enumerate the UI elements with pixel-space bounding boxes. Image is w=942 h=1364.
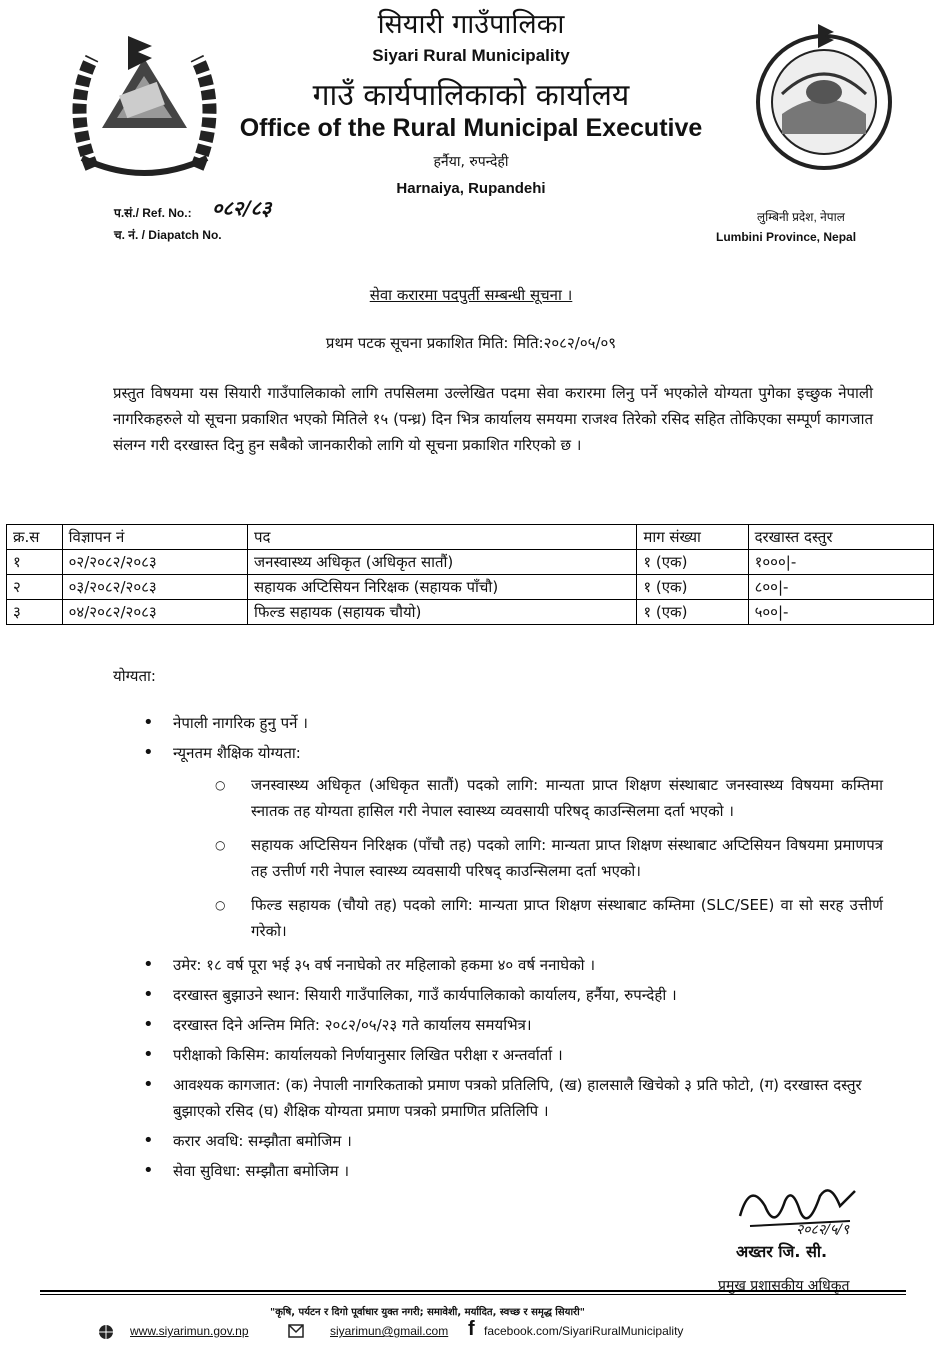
province-en: Lumbini Province, Nepal <box>716 230 857 244</box>
table-cell: १ (एक) <box>637 575 748 600</box>
email-icon <box>288 1324 304 1338</box>
facebook-icon: f <box>468 1318 475 1340</box>
list-item: • न्यूनतम शैक्षिक योग्यता: ○ जनस्वास्थ्य अधिकृत (अधिकृत सातौं) पदको लागि: मान्यता प्राप्त शिक्षण संस्थाबाट जनस्वास्थ्य विषयमा कम्तिमा स्नातक तह योग्यता हासिल गरी नेपाल स्वास्थ्य व्यवसायी परिषद् काउन्सिलमा दर्ता भएको । ○ सहायक अप्टिसियन निरिक्षक (पाँचौ तह) पदको लागि: मान्यता प्राप्त शिक्षण संस्थाबाट अप्टिसियन विषयमा प्रमाणपत्र तह उत्तीर्ण गरी नेपाल स्वास्थ्य व्यवसायी परिषद् काउन्सिलमा दर्ता भएको। ○ फिल्ड सहायक (चौयो तह) पदको लागि: मान्यता प्राप्त शिक्षण संस्थाबाट कम्तिमा (SLC/SEE) वा सो सरह उत्तीर्ण गरेको। <box>143 740 883 944</box>
education-sublist <box>215 772 883 944</box>
publication-date: प्रथम पटक सूचना प्रकाशित मिति: मिति:२०८२/०५/०९ <box>325 334 617 352</box>
footer-divider <box>40 1290 906 1292</box>
list-item: • नेपाली नागरिक हुनु पर्ने । <box>143 710 883 736</box>
office-name-en: Siyari Rural Municipality <box>372 46 570 65</box>
ref-value: ०८२/८३ <box>212 196 272 220</box>
table-cell: १०००|- <box>748 550 933 575</box>
list-item: • दरखास्त बुझाउने स्थान: सियारी गाउँपालिका, गाउँ कार्यपालिकाको कार्यालय, हर्नैया, रुपन्देही । <box>143 982 883 1008</box>
table-cell: १ <box>7 550 63 575</box>
table-cell: ०२/२०८२/२०८३ <box>62 550 247 575</box>
website-link[interactable]: www.siyarimun.gov.np <box>130 1324 249 1338</box>
header-cell: विज्ञापन नं <box>62 525 247 550</box>
list-item: • दरखास्त दिने अन्तिम मिति: २०८२/०५/२३ गते कार्यालय समयभित्र। <box>143 1012 883 1038</box>
notice-title: सेवा करारमा पदपुर्ती सम्बन्धी सूचना । <box>369 286 573 304</box>
qualifications-list <box>143 710 883 1188</box>
province-np: लुम्बिनी प्रदेश, नेपाल <box>757 210 845 224</box>
office-name-np: सियारी गाउँपालिका <box>377 9 565 40</box>
sub-list-item: ○ जनस्वास्थ्य अधिकृत (अधिकृत सातौं) पदको लागि: मान्यता प्राप्त शिक्षण संस्थाबाट जनस्वास्थ्य विषयमा कम्तिमा स्नातक तह योग्यता हासिल गरी नेपाल स्वास्थ्य व्यवसायी परिषद् काउन्सिलमा दर्ता भएको । <box>215 772 883 824</box>
footer-divider <box>40 1294 906 1295</box>
table-cell: १ (एक) <box>637 600 748 625</box>
address-np: हर्नैया, रुपन्देही <box>433 154 509 170</box>
list-item: • करार अवधि: सम्झौता बमोजिम । <box>143 1128 883 1154</box>
table-cell: ५००|- <box>748 600 933 625</box>
table-cell: २ <box>7 575 63 600</box>
facebook-link[interactable]: facebook.com/SiyariRuralMunicipality <box>484 1324 684 1338</box>
list-item: • आवश्यक कागजात: (क) नेपाली नागरिकताको प्रमाण पत्रको प्रतिलिपि, (ख) हालसालै खिचेको ३ प्रति फोटो, (ग) दरखास्त दस्तुर बुझाएको रसिद (घ) शैक्षिक योग्यता प्रमाण पत्रको प्रमाणित प्रतिलिपि । <box>143 1072 883 1124</box>
globe-icon <box>98 1324 114 1340</box>
dispatch-label: च. नं. / Diapatch No. <box>114 228 222 242</box>
vacancy-table <box>6 524 934 625</box>
list-item: • उमेर: १८ वर्ष पूरा भई ३५ वर्ष ननाघेको तर महिलाको हकमा ४० वर्ष ननाघेको । <box>143 952 883 978</box>
sub-list-item: ○ सहायक अप्टिसियन निरिक्षक (पाँचौ तह) पदको लागि: मान्यता प्राप्त शिक्षण संस्थाबाट अप्टिसियन विषयमा प्रमाणपत्र तह उत्तीर्ण गरी नेपाल स्वास्थ्य व्यवसायी परिषद् काउन्सिलमा दर्ता भएको। <box>215 832 883 884</box>
table-cell: फिल्ड सहायक (सहायक चौयो) <box>248 600 637 625</box>
header-cell: दरखास्त दस्तुर <box>748 525 933 550</box>
email-link[interactable]: siyarimun@gmail.com <box>330 1324 449 1338</box>
table-row <box>7 600 934 625</box>
sub-list-item: ○ फिल्ड सहायक (चौयो तह) पदको लागि: मान्यता प्राप्त शिक्षण संस्थाबाट कम्तिमा (SLC/SEE) वा सो सरह उत्तीर्ण गरेको। <box>215 892 883 944</box>
table-row <box>7 575 934 600</box>
table-cell: ८००|- <box>748 575 933 600</box>
executive-office-np: गाउँ कार्यपालिकाको कार्यालय <box>312 78 630 113</box>
table-row <box>7 550 934 575</box>
signature-date: २०८२/५/९ <box>796 1222 850 1238</box>
table-cell: ०३/२०८२/२०८३ <box>62 575 247 600</box>
qualifications-heading: योग्यता: <box>113 667 156 685</box>
footer-slogan: "कृषि, पर्यटन र दिगो पूर्वाधार युक्त नगरी; समावेशी, मर्यादित, स्वच्छ र समृद्ध सियारी" <box>270 1307 585 1318</box>
signatory-title: प्रमुख प्रशासकीय अधिकृत <box>718 1278 850 1294</box>
header-cell: क्र.स <box>7 525 63 550</box>
table-cell: ०४/२०८२/२०८३ <box>62 600 247 625</box>
header-cell: माग संख्या <box>637 525 748 550</box>
signatory-name: अख्तर जि. सी. <box>736 1242 828 1261</box>
list-item: • सेवा सुविधा: सम्झौता बमोजिम । <box>143 1158 883 1184</box>
table-cell: सहायक अप्टिसियन निरिक्षक (सहायक पाँचौ) <box>248 575 637 600</box>
ref-label: प.सं./ Ref. No.: <box>114 206 192 220</box>
executive-office-en: Office of the Rural Municipal Executive <box>239 114 703 142</box>
list-item: • परीक्षाको किसिम: कार्यालयको निर्णयानुसार लिखित परीक्षा र अन्तर्वार्ता । <box>143 1042 883 1068</box>
notice-intro: प्रस्तुत विषयमा यस सियारी गाउँपालिकाको लागि तपसिलमा उल्लेखित पदमा सेवा करारमा लिनु पर्ने भएकोले योग्यता पुगेका इच्छुक नेपाली नागरिकहरुले यो सूचना प्रकाशित भएको मितिले १५ (पन्ध्र) दिन भित्र कार्यालय समयमा राजश्व तिरेको रसिद सहित तोकिएका सम्पूर्ण कागजात संलग्न गरी दरखास्त दिनु हुन सबैको जानकारीको लागि यो सूचना प्रकाशित गरिएको छ । <box>113 384 873 454</box>
header-cell: पद <box>248 525 637 550</box>
table-cell: १ (एक) <box>637 550 748 575</box>
table-header-row <box>7 525 934 550</box>
address-en: Harnaiya, Rupandehi <box>396 180 546 197</box>
table-cell: ३ <box>7 600 63 625</box>
table-cell: जनस्वास्थ्य अधिकृत (अधिकृत सातौं) <box>248 550 637 575</box>
